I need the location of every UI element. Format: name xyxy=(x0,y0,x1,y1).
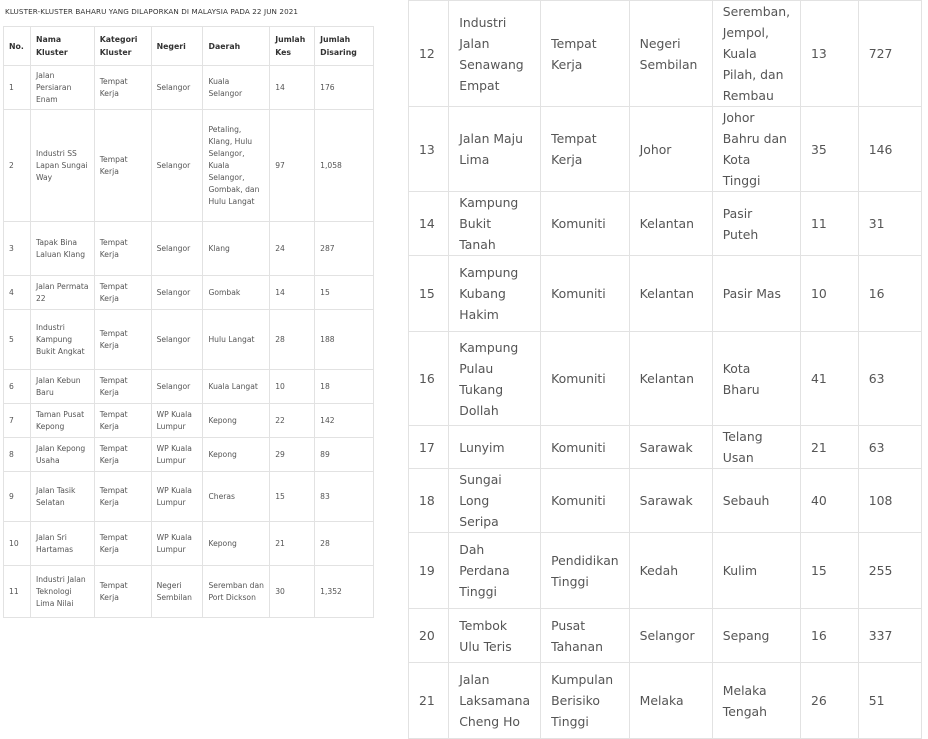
cell-kes: 21 xyxy=(270,522,315,566)
cell-negeri: Melaka xyxy=(629,663,712,739)
table-row xyxy=(409,533,922,609)
header-kes: Jumlah Kes xyxy=(270,27,315,66)
cell-daerah: Johor Bahru dan Kota Tinggi xyxy=(712,107,800,192)
cell-kes: 22 xyxy=(270,404,315,438)
cell-negeri: Sarawak xyxy=(629,469,712,533)
cell-kes: 15 xyxy=(270,472,315,522)
cell-kes: 97 xyxy=(270,110,315,222)
cell-daerah: Seremban, Jempol, Kuala Pilah, dan Rembau xyxy=(712,1,800,107)
table-row xyxy=(409,192,922,256)
cell-no: 4 xyxy=(4,276,31,310)
cell-kes: 35 xyxy=(801,107,859,192)
cell-kategori: Komuniti xyxy=(541,192,630,256)
cell-no: 8 xyxy=(4,438,31,472)
cell-daerah: Kepong xyxy=(203,522,270,566)
cell-kes: 14 xyxy=(270,276,315,310)
cell-kategori: Pendidikan Tinggi xyxy=(541,533,630,609)
cell-negeri: Negeri Sembilan xyxy=(629,1,712,107)
cell-negeri: Negeri Sembilan xyxy=(151,566,203,618)
cell-kategori: Tempat Kerja xyxy=(94,276,151,310)
cluster-table-left xyxy=(3,26,374,618)
cell-nama: Jalan Kepong Usaha xyxy=(30,438,94,472)
cell-negeri: Selangor xyxy=(151,370,203,404)
cell-no: 7 xyxy=(4,404,31,438)
cell-disaring: 18 xyxy=(315,370,374,404)
table-row xyxy=(409,1,922,107)
cell-negeri: Selangor xyxy=(151,276,203,310)
cell-negeri: Sarawak xyxy=(629,426,712,469)
cell-disaring: 63 xyxy=(858,426,921,469)
table-row xyxy=(4,522,374,566)
cell-no: 18 xyxy=(409,469,449,533)
cell-nama: Tembok Ulu Teris xyxy=(449,609,541,663)
cell-kes: 24 xyxy=(270,222,315,276)
cell-daerah: Kuala Selangor xyxy=(203,66,270,110)
header-nama: Nama Kluster xyxy=(30,27,94,66)
cell-no: 15 xyxy=(409,256,449,332)
table-row xyxy=(4,110,374,222)
table-row xyxy=(409,663,922,739)
cell-daerah: Sepang xyxy=(712,609,800,663)
page-title: KLUSTER-KLUSTER BAHARU YANG DILAPORKAN DI MALAYSIA PADA 22 JUN 2021 xyxy=(5,7,299,16)
cell-no: 5 xyxy=(4,310,31,370)
cell-nama: Jalan Kebun Baru xyxy=(30,370,94,404)
cell-kes: 26 xyxy=(801,663,859,739)
cell-nama: Industri Kampung Bukit Angkat xyxy=(30,310,94,370)
cell-kes: 11 xyxy=(801,192,859,256)
table-row xyxy=(4,566,374,618)
cell-kategori: Tempat Kerja xyxy=(94,438,151,472)
cell-no: 17 xyxy=(409,426,449,469)
table-row xyxy=(4,472,374,522)
cell-kes: 21 xyxy=(801,426,859,469)
cell-disaring: 31 xyxy=(858,192,921,256)
cell-daerah: Kepong xyxy=(203,438,270,472)
cell-disaring: 15 xyxy=(315,276,374,310)
cell-disaring: 1,058 xyxy=(315,110,374,222)
cell-nama: Kampung Bukit Tanah xyxy=(449,192,541,256)
cell-kategori: Tempat Kerja xyxy=(94,222,151,276)
cell-no: 21 xyxy=(409,663,449,739)
cell-nama: Industri SS Lapan Sungai Way xyxy=(30,110,94,222)
cell-disaring: 108 xyxy=(858,469,921,533)
cell-disaring: 142 xyxy=(315,404,374,438)
cell-disaring: 1,352 xyxy=(315,566,374,618)
cell-kategori: Tempat Kerja xyxy=(94,522,151,566)
header-no: No. xyxy=(4,27,31,66)
cell-daerah: Klang xyxy=(203,222,270,276)
cell-kategori: Tempat Kerja xyxy=(541,107,630,192)
table-row xyxy=(4,222,374,276)
cell-no: 14 xyxy=(409,192,449,256)
cell-negeri: Kelantan xyxy=(629,192,712,256)
cell-daerah: Petaling, Klang, Hulu Selangor, Kuala Selangor, Gombak, dan Hulu Langat xyxy=(203,110,270,222)
cell-no: 20 xyxy=(409,609,449,663)
cell-kategori: Komuniti xyxy=(541,469,630,533)
header-disaring: Jumlah Disaring xyxy=(315,27,374,66)
cell-negeri: WP Kuala Lumpur xyxy=(151,438,203,472)
table-row xyxy=(409,469,922,533)
table-row xyxy=(4,66,374,110)
cell-disaring: 337 xyxy=(858,609,921,663)
cell-no: 19 xyxy=(409,533,449,609)
cell-daerah: Kulim xyxy=(712,533,800,609)
cell-nama: Kampung Kubang Hakim xyxy=(449,256,541,332)
cell-no: 13 xyxy=(409,107,449,192)
cell-nama: Industri Jalan Teknologi Lima Nilai xyxy=(30,566,94,618)
cell-kategori: Komuniti xyxy=(541,426,630,469)
cell-negeri: Selangor xyxy=(151,310,203,370)
cell-nama: Kampung Pulau Tukang Dollah xyxy=(449,332,541,426)
cell-kategori: Tempat Kerja xyxy=(94,110,151,222)
cell-no: 9 xyxy=(4,472,31,522)
cell-kategori: Pusat Tahanan xyxy=(541,609,630,663)
table-row xyxy=(409,332,922,426)
cell-nama: Lunyim xyxy=(449,426,541,469)
header-negeri: Negeri xyxy=(151,27,203,66)
cell-negeri: Selangor xyxy=(629,609,712,663)
cell-kes: 10 xyxy=(801,256,859,332)
cluster-table-right xyxy=(408,0,922,739)
cell-kes: 30 xyxy=(270,566,315,618)
cell-nama: Jalan Tasik Selatan xyxy=(30,472,94,522)
cell-nama: Dah Perdana Tinggi xyxy=(449,533,541,609)
cell-negeri: Selangor xyxy=(151,222,203,276)
cell-disaring: 16 xyxy=(858,256,921,332)
cell-kategori: Komuniti xyxy=(541,332,630,426)
cell-nama: Industri Jalan Senawang Empat xyxy=(449,1,541,107)
cell-daerah: Melaka Tengah xyxy=(712,663,800,739)
cell-kategori: Tempat Kerja xyxy=(94,66,151,110)
cell-kes: 40 xyxy=(801,469,859,533)
cell-no: 6 xyxy=(4,370,31,404)
cell-negeri: Kelantan xyxy=(629,332,712,426)
cell-negeri: WP Kuala Lumpur xyxy=(151,522,203,566)
cell-no: 1 xyxy=(4,66,31,110)
cell-nama: Sungai Long Seripa xyxy=(449,469,541,533)
table-row xyxy=(409,107,922,192)
cell-kes: 41 xyxy=(801,332,859,426)
cell-negeri: Kedah xyxy=(629,533,712,609)
cell-no: 10 xyxy=(4,522,31,566)
cell-kes: 29 xyxy=(270,438,315,472)
cell-kes: 15 xyxy=(801,533,859,609)
cell-no: 2 xyxy=(4,110,31,222)
cell-kes: 28 xyxy=(270,310,315,370)
cell-kategori: Komuniti xyxy=(541,256,630,332)
cell-kategori: Tempat Kerja xyxy=(94,472,151,522)
cell-no: 16 xyxy=(409,332,449,426)
cell-disaring: 89 xyxy=(315,438,374,472)
cell-daerah: Sebauh xyxy=(712,469,800,533)
cell-kategori: Tempat Kerja xyxy=(94,404,151,438)
cell-daerah: Gombak xyxy=(203,276,270,310)
cell-disaring: 51 xyxy=(858,663,921,739)
cell-nama: Jalan Sri Hartamas xyxy=(30,522,94,566)
cell-negeri: Selangor xyxy=(151,66,203,110)
table-row xyxy=(4,276,374,310)
cell-negeri: WP Kuala Lumpur xyxy=(151,404,203,438)
table-row xyxy=(409,609,922,663)
header-daerah: Daerah xyxy=(203,27,270,66)
cell-no: 3 xyxy=(4,222,31,276)
cell-disaring: 287 xyxy=(315,222,374,276)
table-header-row xyxy=(4,27,374,66)
table-row xyxy=(4,404,374,438)
cell-nama: Jalan Permata 22 xyxy=(30,276,94,310)
cell-daerah: Seremban dan Port Dickson xyxy=(203,566,270,618)
cell-daerah: Hulu Langat xyxy=(203,310,270,370)
cell-negeri: Kelantan xyxy=(629,256,712,332)
cell-kategori: Tempat Kerja xyxy=(94,310,151,370)
cell-nama: Jalan Laksamana Cheng Ho xyxy=(449,663,541,739)
cell-daerah: Pasir Puteh xyxy=(712,192,800,256)
cell-kes: 10 xyxy=(270,370,315,404)
cell-kategori: Tempat Kerja xyxy=(94,566,151,618)
cell-daerah: Telang Usan xyxy=(712,426,800,469)
cell-disaring: 176 xyxy=(315,66,374,110)
cell-negeri: Selangor xyxy=(151,110,203,222)
cell-disaring: 63 xyxy=(858,332,921,426)
cell-kategori: Tempat Kerja xyxy=(94,370,151,404)
cell-no: 11 xyxy=(4,566,31,618)
cell-daerah: Cheras xyxy=(203,472,270,522)
cell-kategori: Tempat Kerja xyxy=(541,1,630,107)
header-kategori: Kategori Kluster xyxy=(94,27,151,66)
cell-kes: 14 xyxy=(270,66,315,110)
table-row xyxy=(409,426,922,469)
cell-disaring: 146 xyxy=(858,107,921,192)
cell-disaring: 255 xyxy=(858,533,921,609)
cell-kes: 16 xyxy=(801,609,859,663)
table-row xyxy=(4,310,374,370)
cell-daerah: Kepong xyxy=(203,404,270,438)
cell-disaring: 188 xyxy=(315,310,374,370)
cell-daerah: Kuala Langat xyxy=(203,370,270,404)
table-row xyxy=(409,256,922,332)
cell-daerah: Kota Bharu xyxy=(712,332,800,426)
cell-no: 12 xyxy=(409,1,449,107)
cell-disaring: 83 xyxy=(315,472,374,522)
cell-nama: Jalan Persiaran Enam xyxy=(30,66,94,110)
table-row xyxy=(4,370,374,404)
cell-kategori: Kumpulan Berisiko Tinggi xyxy=(541,663,630,739)
cell-negeri: WP Kuala Lumpur xyxy=(151,472,203,522)
cell-nama: Tapak Bina Laluan Klang xyxy=(30,222,94,276)
cell-daerah: Pasir Mas xyxy=(712,256,800,332)
cell-negeri: Johor xyxy=(629,107,712,192)
cell-nama: Taman Pusat Kepong xyxy=(30,404,94,438)
table-row xyxy=(4,438,374,472)
cell-nama: Jalan Maju Lima xyxy=(449,107,541,192)
cell-disaring: 727 xyxy=(858,1,921,107)
cell-disaring: 28 xyxy=(315,522,374,566)
cell-kes: 13 xyxy=(801,1,859,107)
